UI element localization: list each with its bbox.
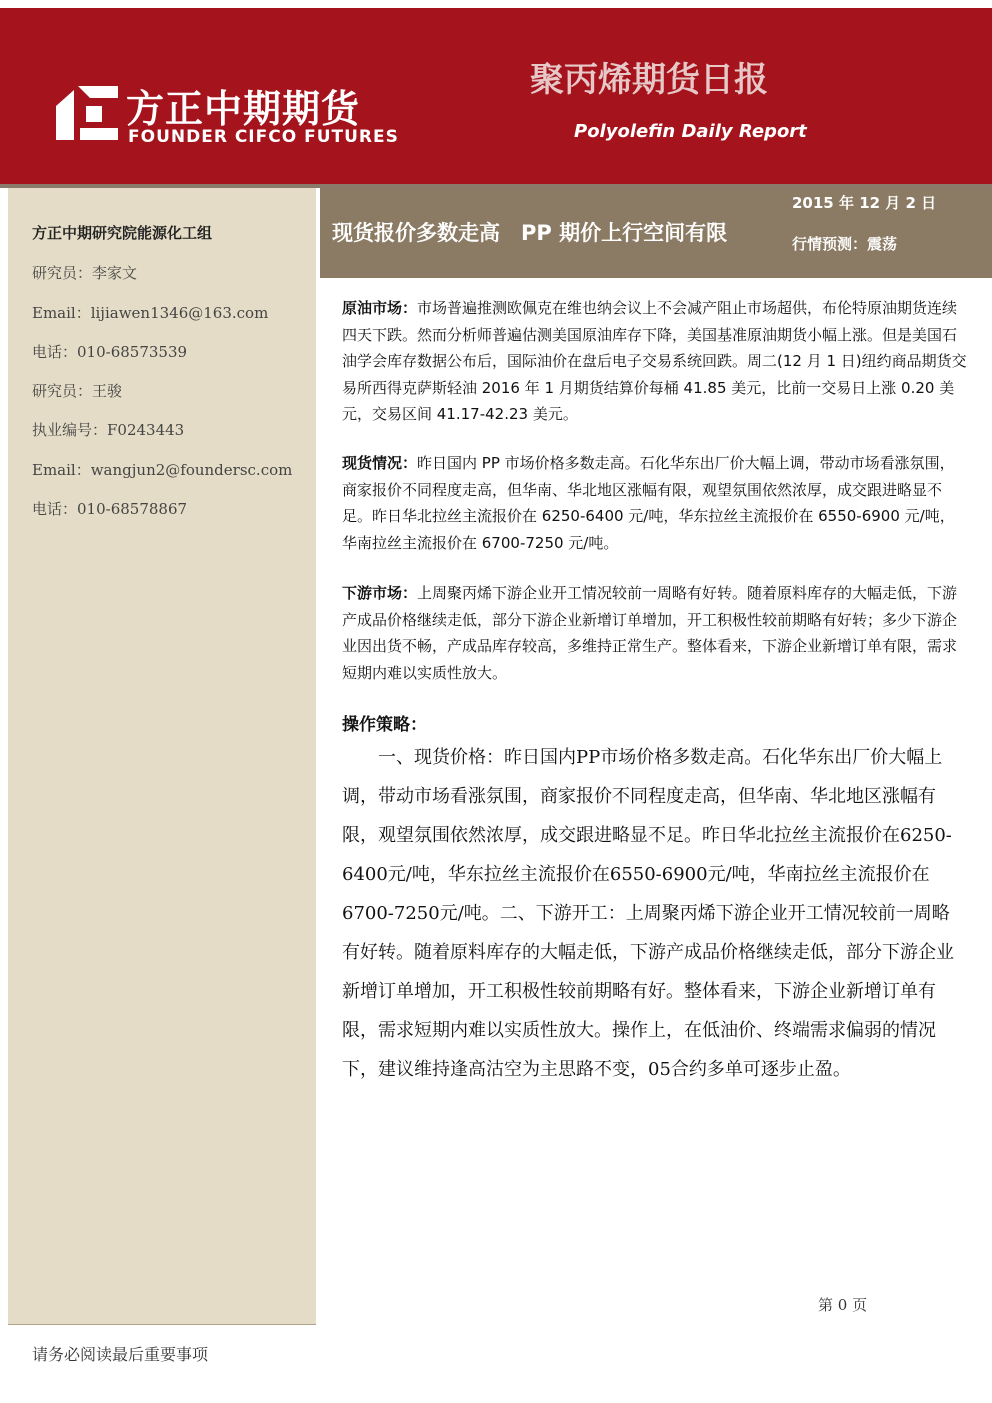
section-text: 昨日国内 PP 市场价格多数走高。石化华东出厂价大幅上调，带动市场看涨氛围，商家报价不同程度走高，但华南、华北地区涨幅有限，观望氛围依然浓厚，成交跟进略显不足。昨日华北拉丝主流报价在 6250-6400 元/吨，华东拉丝主流报价在 6550-6900 元/吨，华南拉丝主流报价在 6700-7250 元/吨。 <box>342 454 955 552</box>
sidebar-divider <box>8 1324 316 1325</box>
researcher-name: 研究员：李家文 <box>32 264 138 282</box>
researcher-email: Email：wangjun2@foundersc.com <box>32 461 293 479</box>
report-title: 聚丙烯期货日报 <box>530 60 768 100</box>
section-text: 市场普遍推测欧佩克在维也纳会议上不会减产阻止市场超供，布伦特原油期货连续四天下跌。然而分析师普遍估测美国原油库存下降，美国基准原油期货小幅上涨。但是美国石油学会库存数据公布后，国际油价在盘后电子交易系统回跌。周二(12 月 1 日)纽约商品期货交易所西得克萨斯轻油 2016 年 1 月期货结算价每桶 41.85 美元，比前一交易日上涨 0.20 美元，交易区间 41.17-42.23 美元。 <box>342 299 967 423</box>
researcher-email: Email：lijiawen1346@163.com <box>32 304 269 322</box>
page-number: 第 0 页 <box>818 1296 868 1314</box>
researcher-name: 研究员：王骏 <box>32 382 123 400</box>
spot-section <box>342 450 968 556</box>
headline: 现货报价多数走高 PP 期价上行空间有限 <box>332 221 728 245</box>
strategy-text: 一、现货价格：昨日国内PP市场价格多数走高。石化华东出厂价大幅上调，带动市场看涨氛围，商家报价不同程度走高，但华南、华北地区涨幅有限，观望氛围依然浓厚，成交跟进略显不足。昨日华北拉丝主流报价在6250-6400元/吨，华东拉丝主流报价在6550-6900元/吨，华南拉丝主流报价在6700-7250元/吨。二、下游开工：上周聚丙烯下游企业开工情况较前一周略有好转。随着原料库存的大幅走低，下游产成品价格继续走低，部分下游企业新增订单增加，开工积极性较前期略有好。整体看来，下游企业新增订单有限，需求短期内难以实质性放大。操作上，在低油价、终端需求偏弱的情况下，建议维持逢高沽空为主思路不变，05合约多单可逐步止盈。 <box>342 747 954 1080</box>
section-text: 上周聚丙烯下游企业开工情况较前一周略有好转。随着原料库存的大幅走低，下游产成品价格继续走低，部分下游企业新增订单增加，开工积极性较前期略有好转；多少下游企业因出货不畅，产成品库存较高，多维持正常生产。整体看来，下游企业新增订单有限，需求短期内难以实质性放大。 <box>342 584 958 682</box>
company-logo-text: 方正中期期货 <box>126 87 361 131</box>
strategy-heading: 操作策略： <box>342 715 427 735</box>
researcher-license: 执业编号：F0243443 <box>32 421 185 439</box>
downstream-section <box>342 580 968 686</box>
research-group: 方正中期研究院能源化工组 <box>32 224 213 242</box>
researcher-phone: 电话：010-68578867 <box>32 500 188 518</box>
crude-oil-section <box>342 295 968 428</box>
report-date: 2015 年 12 月 2 日 <box>792 194 937 212</box>
company-logo-english: FOUNDER CIFCO FUTURES <box>128 127 399 147</box>
section-label: 现货情况： <box>342 454 418 472</box>
disclaimer-note: 请务必阅读最后重要事项 <box>32 1345 209 1364</box>
founder-logo-icon <box>56 86 118 140</box>
section-label: 原油市场： <box>342 299 418 317</box>
researcher-phone: 电话：010-68573539 <box>32 343 188 361</box>
market-forecast: 行情预测：震荡 <box>792 235 898 253</box>
report-subtitle: Polyolefin Daily Report <box>574 121 807 142</box>
section-label: 下游市场： <box>342 584 418 602</box>
